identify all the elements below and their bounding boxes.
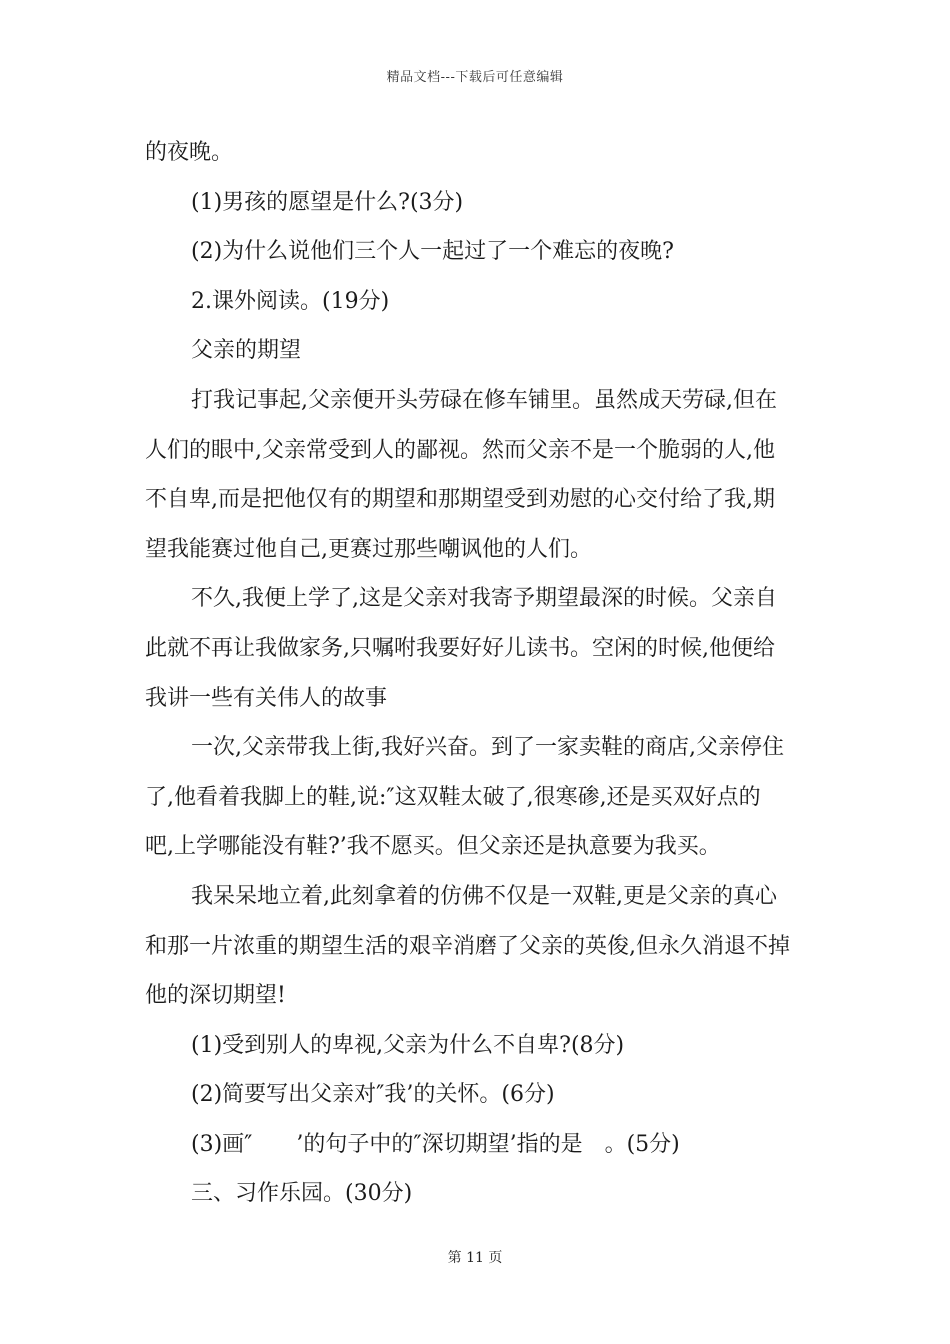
paragraph-line: 了,他看着我脚上的鞋,说:″这双鞋太破了,很寒碜,还是买双好点的: [145, 784, 761, 810]
paragraph-line: 此就不再让我做家务,只嘱咐我要好好儿读书。空闲的时候,他便给: [145, 635, 775, 661]
text-line: 的夜晚。: [145, 140, 234, 165]
question-line: (1)男孩的愿望是什么?(3分): [191, 189, 464, 215]
question-line: (2)简要写出父亲对″我’的关怀。(6分): [191, 1082, 555, 1108]
paragraph-line: 一次,父亲带我上街,我好兴奋。到了一家卖鞋的商店,父亲停住: [191, 735, 784, 761]
paragraph-line: 他的深切期望!: [145, 983, 286, 1009]
section-heading: 2.课外阅读。(19分): [191, 288, 390, 314]
paragraph-line: 和那一片浓重的期望生活的艰辛消磨了父亲的英俊,但永久消退不掉: [145, 933, 790, 959]
body-text: [145, 128, 810, 1219]
paragraph-line: 不久,我便上学了,这是父亲对我寄予期望最深的时候。父亲自: [191, 586, 777, 612]
question-line: (2)为什么说他们三个人一起过了一个难忘的夜晚?: [191, 239, 674, 265]
question-line: (1)受到别人的卑视,父亲为什么不自卑?(8分): [191, 1032, 625, 1058]
paragraph-line: 我呆呆地立着,此刻拿着的仿佛不仅是一双鞋,更是父亲的真心: [191, 883, 777, 909]
paragraph-line: 吧,上学哪能没有鞋?’我不愿买。但父亲还是执意要为我买。: [145, 834, 721, 860]
page-header: 精品文档---下载后可任意编辑: [386, 70, 564, 85]
paragraph-line: 我讲一些有关伟人的故事: [145, 685, 388, 711]
question-line: (3)画″ ’的句子中的″深切期望’指的是 。(5分): [191, 1131, 680, 1157]
section-heading: 三、习作乐园。(30分): [191, 1181, 413, 1207]
passage-title: 父亲的期望: [191, 338, 302, 364]
page-number: 第 11 页: [447, 1250, 503, 1266]
paragraph-line: 不自卑,而是把他仅有的期望和那期望受到劝慰的心交付给了我,期: [145, 487, 775, 513]
paragraph-line: 望我能赛过他自己,更赛过那些嘲讽他的人们。: [145, 536, 592, 562]
paragraph-line: 人们的眼中,父亲常受到人的鄙视。然而父亲不是一个脆弱的人,他: [145, 437, 775, 463]
paragraph-line: 打我记事起,父亲便开头劳碌在修车铺里。虽然成天劳碌,但在: [191, 387, 777, 413]
